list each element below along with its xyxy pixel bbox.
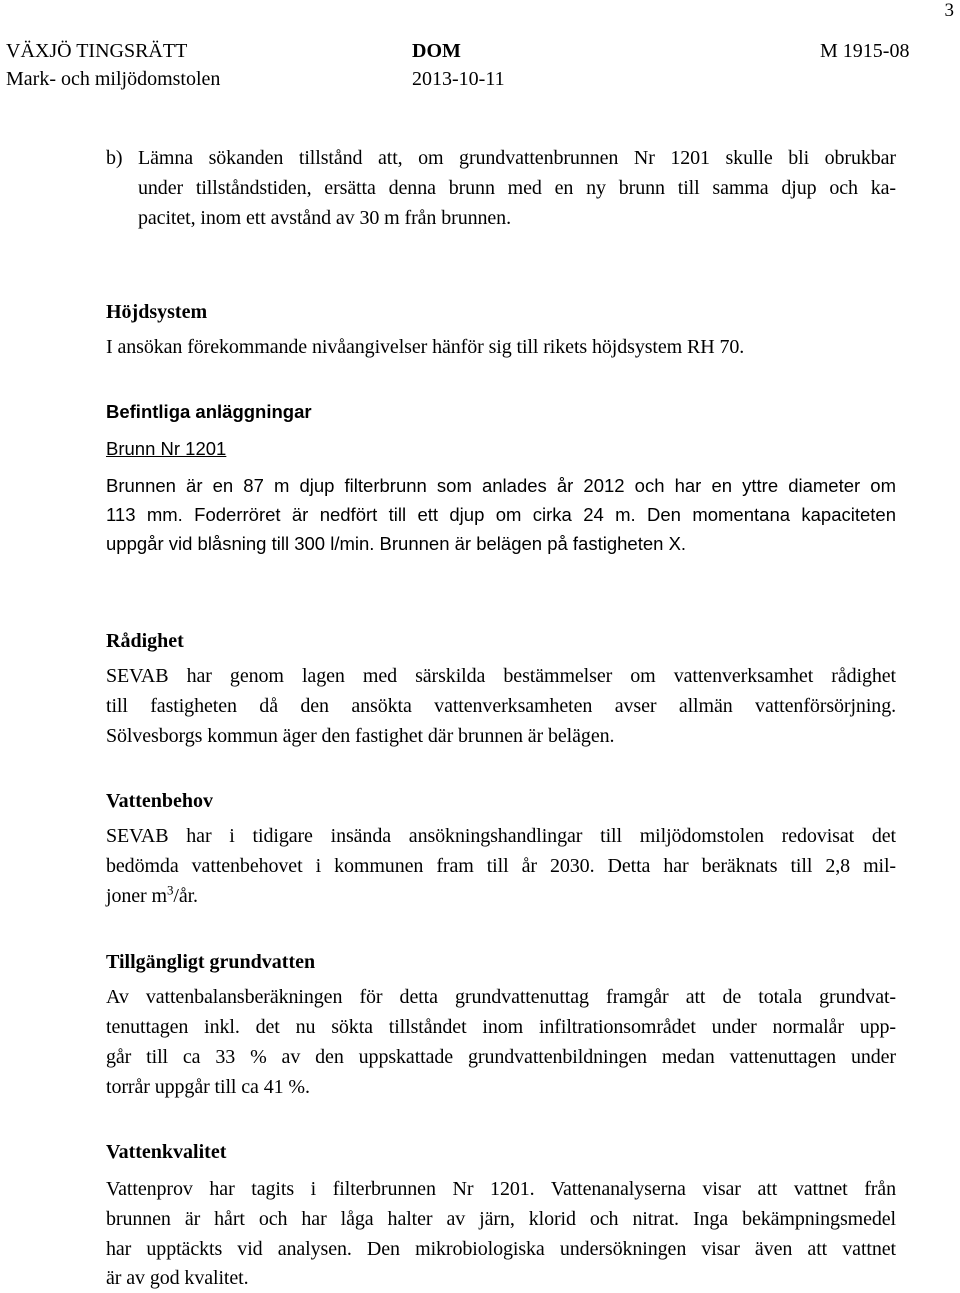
item-b-line-1: Lämna sökanden tillstånd att, om grundvattenbrunnen Nr 1201 skulle bli obrukbar [138,147,896,169]
court-name: VÄXJÖ TINGSRÄTT [6,40,188,62]
paragraph-line: bedömda vattenbehovet i kommunen fram till år 2030. Detta har beräknats till 2,8 mil- [106,855,896,877]
paragraph-line [106,881,198,911]
paragraph-line: SEVAB har i tidigare insända ansökningshandlingar till miljödomstolen redovisat det [106,825,896,847]
section-heading-vattenbehov: Vattenbehov [106,790,214,812]
section-heading-tillgangligt: Tillgängligt grundvatten [106,951,316,973]
paragraph-line: till fastigheten då den ansökta vattenverksamheten avser allmän vattenförsörjning. [106,695,896,717]
paragraph-line: Vattenprov har tagits i filterbrunnen Nr 1201. Vattenanalyserna visar att vattnet från [106,1178,896,1200]
text-fragment: /år. [173,885,198,907]
page-number: 3 [944,0,954,21]
section-heading-hojdsystem: Höjdsystem [106,301,208,323]
court-division: Mark- och miljödomstolen [6,68,221,90]
paragraph-line: uppgår vid blåsning till 300 l/min. Brunnen är belägen på fastigheten X. [106,533,687,554]
text-fragment: joner m [106,885,167,907]
paragraph-line: I ansökan förekommande nivåangivelser hänför sig till rikets höjdsystem RH 70. [106,336,745,358]
superscript: 3 [166,882,174,898]
subheading-brunn: Brunn Nr 1201 [106,438,227,459]
section-heading-radighet: Rådighet [106,630,184,652]
item-b-line-2: under tillståndstiden, ersätta denna brunn med en ny brunn till samma djup och ka- [138,177,896,199]
section-heading-befintliga: Befintliga anläggningar [106,401,312,422]
section-heading-vattenkvalitet: Vattenkvalitet [106,1141,227,1163]
paragraph-line: 113 mm. Foderröret är nedfört till ett djup om cirka 24 m. Den momentana kapaciteten [106,504,896,525]
paragraph-line: är av god kvalitet. [106,1267,249,1289]
paragraph-line: tenuttagen inkl. det nu sökta tillståndet inom infiltrationsområdet under normalår upp- [106,1016,896,1038]
document-date: 2013-10-11 [412,68,505,90]
item-b-line-3: pacitet, inom ett avstånd av 30 m från brunnen. [138,207,511,229]
paragraph-line: har upptäckts vid analysen. Den mikrobiologiska undersökningen visar även att vattnet [106,1238,896,1260]
paragraph-line: Sölvesborgs kommun äger den fastighet där brunnen är belägen. [106,725,615,747]
case-number: M 1915-08 [820,40,910,62]
document-type: DOM [412,40,461,62]
paragraph-line: SEVAB har genom lagen med särskilda bestämmelser om vattenverksamhet rådighet [106,665,896,687]
paragraph-line: torrår uppgår till ca 41 %. [106,1076,310,1098]
paragraph-line: Brunnen är en 87 m djup filterbrunn som anlades år 2012 och har en yttre diameter om [106,475,896,496]
paragraph-line: går till ca 33 % av den uppskattade grundvattenbildningen medan vattenuttagen under [106,1046,896,1068]
paragraph-line: Av vattenbalansberäkningen för detta grundvattenuttag framgår att de totala grundvat- [106,986,896,1008]
paragraph-line: brunnen är hårt och har låga halter av järn, klorid och nitrat. Inga bekämpningsmedel [106,1208,896,1230]
list-item-marker: b) [106,147,123,169]
